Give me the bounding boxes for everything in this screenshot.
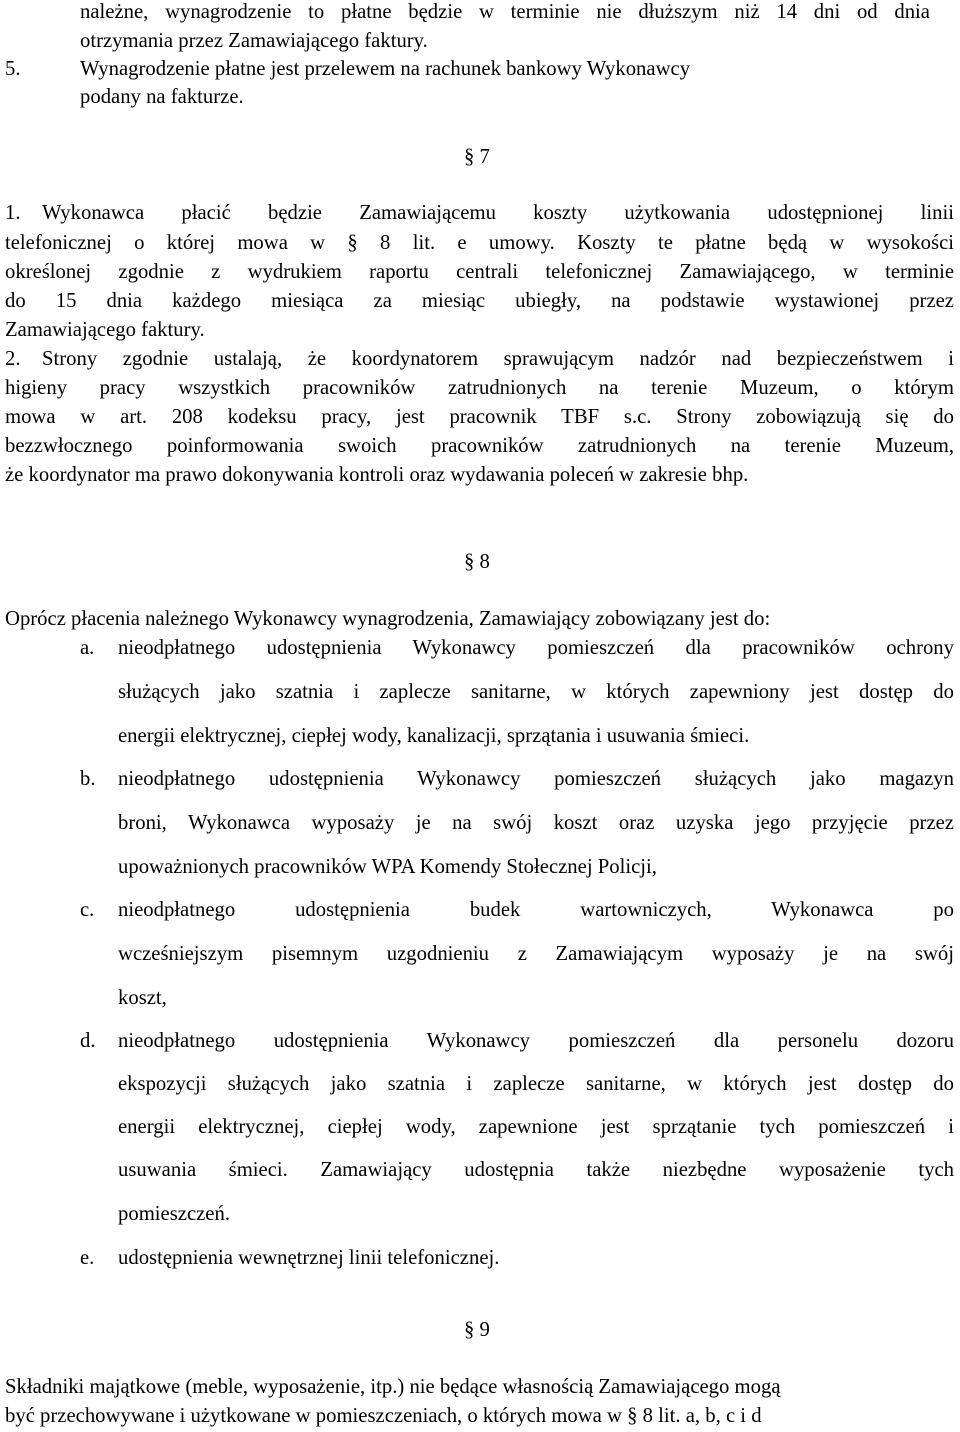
s7-p2-number: 2. — [5, 348, 21, 370]
s8-item-c-line-1: nieodpłatnego udostępnienia budek wartowniczych, Wykonawca po — [118, 899, 954, 921]
s7-p1-line-4: do 15 dnia każdego miesiąca za miesiąc ubiegły, na podstawie wystawionej przez — [5, 290, 954, 312]
s8-item-a-line-3: energii elektrycznej, ciepłej wody, kanalizacji, sprzątania i usuwania śmieci. — [118, 725, 750, 747]
s8-item-b-line-3: upoważnionych pracowników WPA Komendy Stołecznej Policji, — [118, 856, 657, 878]
s8-intro: Oprócz płacenia należnego Wykonawcy wynagrodzenia, Zamawiający zobowiązany jest do: — [5, 608, 771, 630]
s8-item-d-line-2: ekspozycji służących jako szatnia i zaplecze sanitarne, w których jest dostęp do — [118, 1073, 954, 1095]
s7-p2-line-2: higieny pracy wszystkich pracowników zatrudnionych na terenie Muzeum, o którym — [5, 377, 954, 399]
s7-p1-line-5: Zamawiającego faktury. — [5, 319, 205, 341]
s8-item-c-line-2: wcześniejszym pisemnym uzgodnieniu z Zamawiającym wyposaży je na swój — [118, 943, 954, 965]
s7-p1-line-2: telefonicznej o której mowa w § 8 lit. e umowy. Koszty te płatne będą w wysokości — [5, 232, 954, 254]
section-9-heading: § 9 — [464, 1319, 490, 1341]
top-line-1: należne, wynagrodzenie to płatne będzie w terminie nie dłuższym niż 14 dni od dnia — [80, 1, 930, 23]
s8-item-d-label: d. — [80, 1030, 96, 1052]
s8-item-b-line-1: nieodpłatnego udostępnienia Wykonawcy pomieszczeń służących jako magazyn — [118, 768, 954, 790]
s8-item-d-line-4: usuwania śmieci. Zamawiający udostępnia także niezbędne wyposażenie tych — [118, 1159, 954, 1181]
s9-line-2: być przechowywane i użytkowane w pomieszczeniach, o których mowa w § 8 lit. a, b, c i d — [5, 1405, 762, 1427]
s8-item-d-line-1: nieodpłatnego udostępnienia Wykonawcy pomieszczeń dla personelu dozoru — [118, 1030, 954, 1052]
s7-p1-number: 1. — [5, 202, 21, 224]
s8-item-b-label: b. — [80, 768, 96, 790]
s8-item-a-line-2: służących jako szatnia i zaplecze sanitarne, w których zapewniony jest dostęp do — [118, 681, 954, 703]
s8-item-e-line-1: udostępnienia wewnętrznej linii telefonicznej. — [118, 1247, 500, 1269]
s8-item-e-label: e. — [80, 1247, 95, 1269]
s8-item-d-line-5: pomieszczeń. — [118, 1203, 231, 1225]
s7-p2-line-3: mowa w art. 208 kodeksu pracy, jest pracownik TBF s.c. Strony zobowiązują się do — [5, 406, 954, 428]
s8-item-a-line-1: nieodpłatnego udostępnienia Wykonawcy pomieszczeń dla pracowników ochrony — [118, 637, 954, 659]
s8-item-c-line-3: koszt, — [118, 987, 167, 1009]
s9-line-1: Składniki majątkowe (meble, wyposażenie, itp.) nie będące własnością Zamawiającego mogą — [5, 1376, 781, 1398]
s8-item-b-line-2: broni, Wykonawca wyposaży je na swój koszt oraz uzyska jego przyjęcie przez — [118, 812, 954, 834]
section-7-heading: § 7 — [464, 146, 490, 168]
top-line-2: otrzymania przez Zamawiającego faktury. — [80, 30, 428, 52]
section-8-heading: § 8 — [464, 551, 490, 573]
s7-p2-line-5: że koordynator ma prawo dokonywania kontroli oraz wydawania poleceń w zakresie bhp. — [5, 464, 749, 486]
s7-p2-line-4: bezzwłocznego poinformowania swoich pracowników zatrudnionych na terenie Muzeum, — [5, 435, 954, 457]
s7-p1-line-3: określonej zgodnie z wydrukiem raportu centrali telefonicznej Zamawiającego, w terminie — [5, 261, 954, 283]
item-5-line-1: Wynagrodzenie płatne jest przelewem na rachunek bankowy Wykonawcy — [80, 58, 691, 80]
s7-p2-line-1: Strony zgodnie ustalają, że koordynatorem sprawującym nadzór nad bezpieczeństwem i — [42, 348, 954, 370]
item-5-number: 5. — [5, 58, 21, 80]
s7-p1-line-1: Wykonawca płacić będzie Zamawiającemu koszty użytkowania udostępnionej linii — [42, 202, 954, 224]
s8-item-d-line-3: energii elektrycznej, ciepłej wody, zapewnione jest sprzątanie tych pomieszczeń i — [118, 1116, 954, 1138]
s8-item-a-label: a. — [80, 637, 95, 659]
item-5-line-2: podany na fakturze. — [80, 86, 244, 108]
s8-item-c-label: c. — [80, 899, 95, 921]
